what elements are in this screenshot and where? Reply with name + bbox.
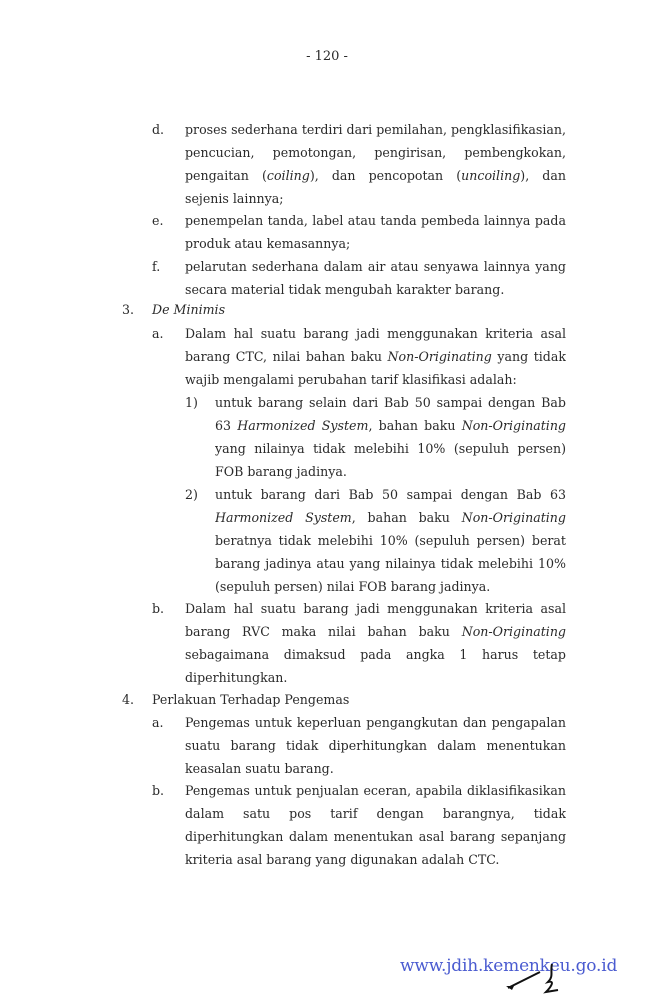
list-marker: b. — [152, 601, 165, 616]
list-marker: 3. — [122, 302, 135, 317]
text-line — [152, 300, 566, 320]
page-number: - 120 - — [306, 49, 348, 64]
text-line: wajib mengalami perubahan tarif klasifikasi adalah: — [185, 371, 517, 387]
text-line: produk atau kemasannya; — [185, 235, 351, 251]
text-line — [215, 416, 566, 436]
text-segment: yang tidak — [491, 348, 566, 364]
text-line: suatu barang tidak diperhitungkan dalam menentukan — [185, 737, 566, 753]
list-marker: 4. — [122, 692, 135, 707]
list-marker: 2) — [185, 487, 198, 502]
list-marker: e. — [152, 213, 164, 228]
list-marker: f. — [152, 259, 161, 274]
text-line: FOB barang jadinya. — [215, 463, 347, 479]
text-line: sebagaimana dimaksud pada angka 1 harus tetap — [185, 646, 566, 662]
list-marker: b. — [152, 783, 165, 798]
text-line — [185, 347, 566, 367]
text-line: sejenis lainnya; — [185, 190, 284, 206]
text-line: Dalam hal suatu barang jadi menggunakan kriteria asal — [185, 601, 566, 616]
text-segment: ), dan — [520, 167, 566, 183]
text-line: kriteria asal barang yang digunakan adalah CTC. — [185, 851, 500, 867]
text-line: secara material tidak mengubah karakter barang. — [185, 281, 505, 297]
text-segment: 63 — [215, 417, 238, 433]
italic-term: Non-Originating — [461, 417, 566, 433]
text-segment: pengaitan ( — [185, 167, 267, 183]
text-line: keasalan suatu barang. — [185, 760, 334, 776]
text-line — [215, 508, 566, 528]
text-line: untuk barang selain dari Bab 50 sampai dengan Bab — [215, 395, 566, 410]
text-line: Dalam hal suatu barang jadi menggunakan kriteria asal — [185, 326, 566, 341]
text-line: (sepuluh persen) nilai FOB barang jadinya. — [215, 578, 491, 594]
text-segment: barang RVC maka nilai bahan baku — [185, 623, 462, 639]
text-line: diperhitungkan dalam menentukan asal barang sepanjang — [185, 828, 566, 844]
text-line: pencucian, pemotongan, pengirisan, pembengkokan, — [185, 144, 566, 160]
list-marker: a. — [152, 326, 164, 341]
list-marker: d. — [152, 122, 165, 137]
text-line: Pengemas untuk penjualan eceran, apabila diklasifikasikan — [185, 783, 566, 798]
italic-term: Non-Originating — [461, 623, 566, 639]
italic-term: Harmonized System — [215, 509, 352, 525]
signature-initials — [500, 962, 570, 998]
italic-term: De Minimis — [152, 302, 226, 317]
text-line: untuk barang dari Bab 50 sampai dengan Bab 63 — [215, 487, 566, 502]
text-line: diperhitungkan. — [185, 669, 288, 685]
text-line — [185, 622, 566, 642]
text-segment: , bahan baku — [351, 509, 462, 525]
text-line — [185, 166, 566, 186]
text-line: Perlakuan Terhadap Pengemas — [152, 692, 350, 707]
italic-term: Non-Originating — [461, 509, 566, 525]
text-line: proses sederhana terdiri dari pemilahan, pengklasifikasian, — [185, 122, 566, 137]
text-line: yang nilainya tidak melebihi 10% (sepuluh persen) — [215, 440, 566, 456]
text-line: Pengemas untuk keperluan pengangkutan dan pengapalan — [185, 715, 566, 730]
text-line: beratnya tidak melebihi 10% (sepuluh persen) berat — [215, 532, 566, 548]
list-marker: a. — [152, 715, 164, 730]
text-segment: , bahan baku — [368, 417, 462, 433]
text-segment: ), dan pencopotan ( — [309, 167, 462, 183]
text-segment: barang CTC, nilai bahan baku — [185, 348, 388, 364]
text-line: pelarutan sederhana dalam air atau senyawa lainnya yang — [185, 259, 566, 274]
text-line: penempelan tanda, label atau tanda pembeda lainnya pada — [185, 213, 566, 228]
text-line: barang jadinya atau yang nilainya tidak melebihi 10% — [215, 555, 566, 571]
italic-term: Harmonized System — [237, 417, 369, 433]
italic-term: Non-Originating — [387, 348, 492, 364]
text-line: dalam satu pos tarif dengan barangnya, tidak — [185, 805, 566, 821]
list-marker: 1) — [185, 395, 198, 410]
italic-term: uncoiling — [461, 167, 521, 183]
footer-url[interactable]: www.jdih.kemenkeu.go.id — [400, 956, 618, 976]
italic-term: coiling — [266, 167, 310, 183]
